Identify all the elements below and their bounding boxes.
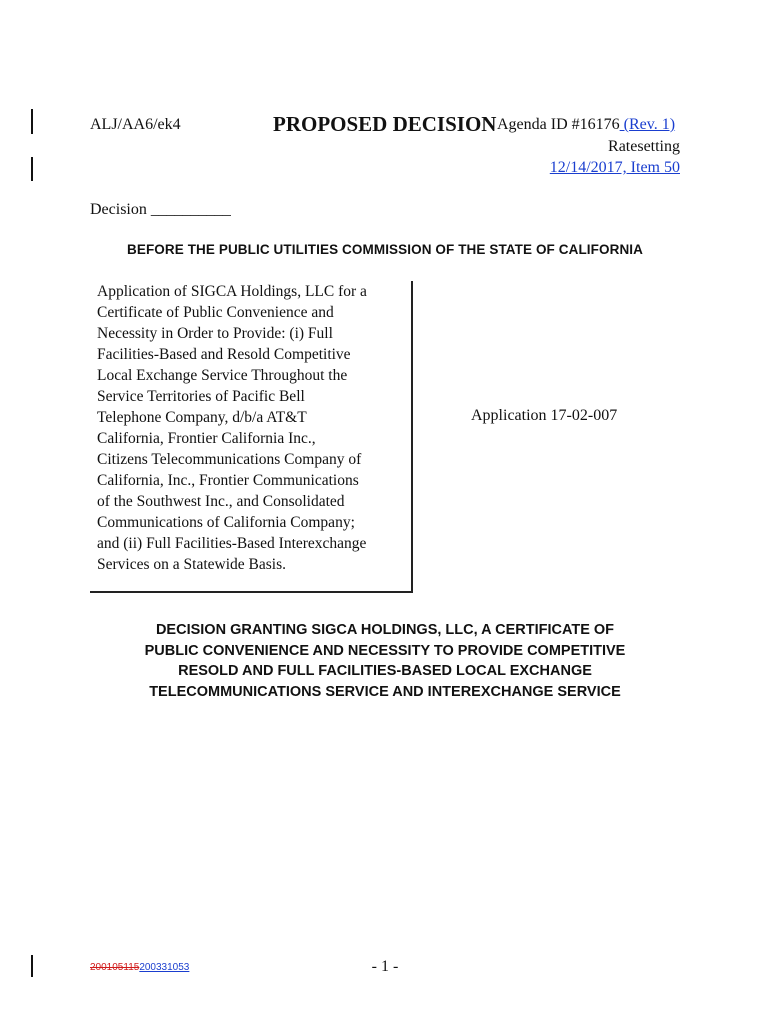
inserted-document-code: 200331053 [139,962,190,973]
application-number: Application 17-02-007 [471,407,618,424]
decision-title-line: DECISION GRANTING SIGCA HOLDINGS, LLC, A CERTIFICATE OF [155,622,615,638]
file-code: ALJ/AA6/ek4 [90,116,181,133]
meeting-date-link[interactable]: 12/14/2017, Item 50 [549,159,680,176]
commission-heading: BEFORE THE PUBLIC UTILITIES COMMISSION OF THE STATE OF CALIFORNIA [127,242,643,257]
caption-line: and (ii) Full Facilities-Based Interexchange [97,535,367,552]
caption-line: California, Inc., Frontier Communications [97,472,359,489]
decision-title-line: PUBLIC CONVENIENCE AND NECESSITY TO PROVIDE COMPETITIVE [144,642,626,659]
decision-title-line: TELECOMMUNICATIONS SERVICE AND INTEREXCHANGE SERVICE [149,683,621,700]
caption-line: Communications of California Company; [97,514,355,531]
change-bar [31,157,33,181]
case-caption-box [90,281,413,593]
caption-line: Local Exchange Service Throughout the [97,367,348,384]
proposed-decision-heading: PROPOSED DECISION [273,112,497,136]
agenda-id [497,116,675,134]
decision-title [60,620,710,702]
caption-line: Necessity in Order to Provide: (i) Full [97,325,333,342]
caption-line: Certificate of Public Convenience and [97,304,334,321]
caption-line: Service Territories of Pacific Bell [97,388,305,405]
page-number: - 1 - [371,958,399,975]
revision-link[interactable]: (Rev. 1) [619,116,676,133]
decision-title-line: RESOLD AND FULL FACILITIES-BASED LOCAL EXCHANGE [178,663,592,679]
caption-line: Application of SIGCA Holdings, LLC for a [97,283,367,300]
change-bar [31,109,33,134]
caption-line: of the Southwest Inc., and Consolidated [97,493,345,510]
caption-line: Telephone Company, d/b/a AT&T [97,409,307,426]
caption-line: Citizens Telecommunications Company of [97,451,362,468]
ratesetting-label: Ratesetting [608,138,680,155]
caption-line: Services on a Statewide Basis. [97,556,286,573]
agenda-id-text: Agenda ID #16176 [497,116,620,133]
caption-line: Facilities-Based and Resold Competitive [97,346,351,363]
deleted-document-code: 200105115 [90,962,140,973]
caption-line: California, Frontier California Inc., [97,430,316,447]
case-caption-text [97,281,417,575]
decision-number-line: Decision __________ [90,201,231,218]
